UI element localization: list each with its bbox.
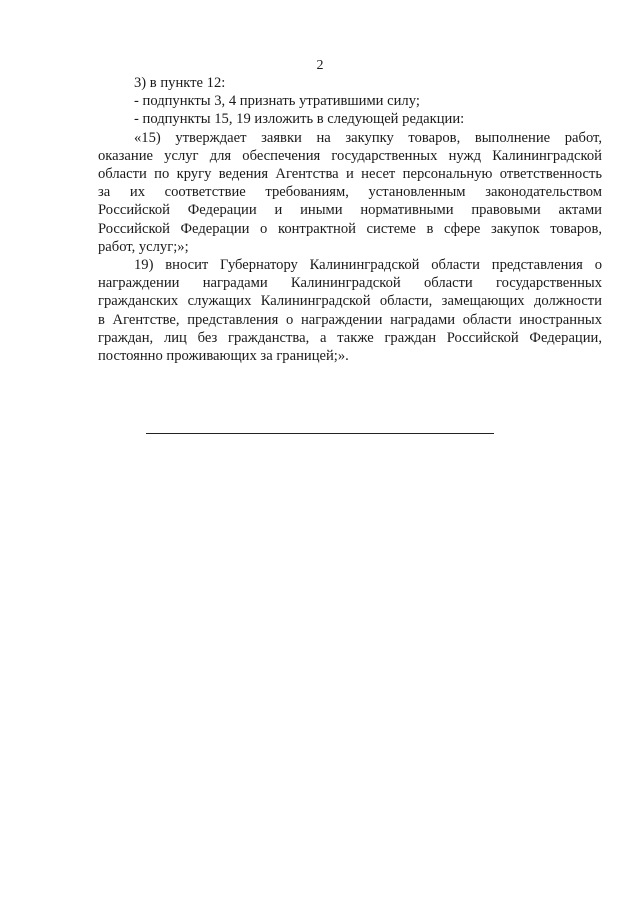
text-line: Российской Федерации и иными нормативными правовыми актами <box>98 202 602 219</box>
text-line: гражданских служащих Калининградской области, замещающих должности <box>98 293 602 310</box>
text-line: оказание услуг для обеспечения государственных нужд Калининградской <box>98 147 602 164</box>
text-line: - подпункты 15, 19 изложить в следующей редакции: <box>134 111 465 128</box>
text-line: награждении наградами Калининградской области государственных <box>98 275 602 292</box>
text-line: в Агентстве, представления о награждении наградами области иностранных <box>98 311 602 328</box>
paragraph-subitems-15-19 <box>98 110 602 128</box>
page-number: 2 <box>316 58 324 73</box>
closing-divider-line <box>146 433 494 434</box>
text-line: «15) утверждает заявки на закупку товаров, выполнение работ, <box>134 129 602 146</box>
paragraph-item-3 <box>98 74 602 92</box>
text-line: - подпункты 3, 4 признать утратившими силу; <box>134 93 420 110</box>
paragraph-subitems-3-4 <box>98 92 602 110</box>
text-line: Российской Федерации о контрактной системе в сфере закупок товаров, <box>98 220 602 237</box>
text-line: 3) в пункте 12: <box>134 75 226 91</box>
text-line: 19) вносит Губернатору Калининградской области представления о <box>134 257 602 274</box>
document-body <box>98 74 602 365</box>
text-line: постоянно проживающих за границей;». <box>98 348 349 365</box>
text-line: за их соответствие требованиям, установленным законодательством <box>98 184 602 201</box>
paragraph-subitem-19 <box>98 256 602 365</box>
text-line: области по кругу ведения Агентства и несет персональную ответственность <box>98 166 602 183</box>
text-line: работ, услуг;»; <box>98 238 189 255</box>
paragraph-subitem-15 <box>98 129 602 256</box>
text-line: граждан, лиц без гражданства, а также граждан Российской Федерации, <box>98 329 602 346</box>
